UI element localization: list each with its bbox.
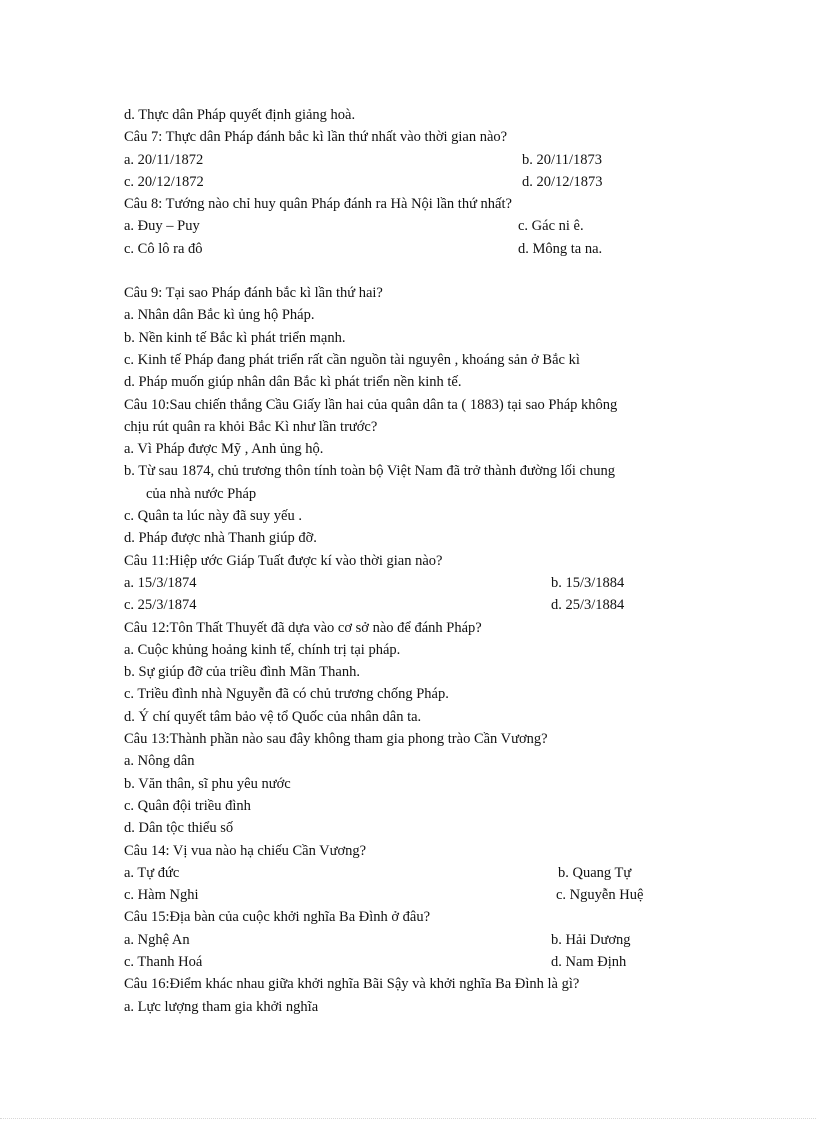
- question-12: [124, 617, 724, 639]
- option-d: d. 20/12/1873: [522, 173, 603, 190]
- options-row: [124, 238, 724, 260]
- question-text: Câu 10:Sau chiến thắng Cầu Giấy lần hai của quân dân ta ( 1883) tại sao Pháp không: [124, 396, 618, 413]
- option-b: b. Hải Dương: [551, 931, 631, 948]
- option-c: c. 20/12/1872: [124, 173, 204, 190]
- option-c: [124, 795, 724, 817]
- option-text: b. Nền kinh tế Bắc kì phát triển mạnh.: [124, 329, 346, 346]
- question-9: [124, 282, 724, 304]
- question-16: [124, 973, 724, 995]
- question-text: Câu 13:Thành phần nào sau đây không tham gia phong trào Cần Vương?: [124, 731, 548, 748]
- page-bottom-divider: [0, 1118, 816, 1119]
- option-c: c. 25/3/1874: [124, 597, 197, 614]
- question-text: Câu 8: Tướng nào chỉ huy quân Pháp đánh ra Hà Nội lần thứ nhất?: [124, 196, 512, 213]
- option-b: [124, 460, 724, 482]
- question-15: [124, 906, 724, 928]
- options-row: [124, 171, 724, 193]
- option-text: d. Pháp muốn giúp nhân dân Bắc kì phát triển nền kinh tế.: [124, 374, 462, 391]
- option-a: a. Nghệ An: [124, 931, 190, 948]
- options-row: [124, 862, 724, 884]
- option-d: c. Nguyễn Huệ: [556, 887, 644, 904]
- option-text: c. Quân ta lúc này đã suy yếu .: [124, 508, 302, 525]
- option-b: b. 20/11/1873: [522, 151, 603, 168]
- blank-line: [124, 260, 724, 282]
- options-row: [124, 951, 724, 973]
- option-d: [124, 527, 724, 549]
- option-text: c. Triều đình nhà Nguyễn đã có chủ trương chống Pháp.: [124, 686, 449, 703]
- option-a: [124, 639, 724, 661]
- question-text: Câu 7: Thực dân Pháp đánh bắc kì lần thứ nhất vào thời gian nào?: [124, 129, 508, 146]
- options-row: [124, 572, 724, 594]
- question-text: Câu 9: Tại sao Pháp đánh bắc kì lần thứ hai?: [124, 285, 383, 302]
- option-a: [124, 750, 724, 772]
- question-text: Câu 11:Hiệp ước Giáp Tuất được kí vào thời gian nào?: [124, 552, 443, 569]
- options-row: [124, 929, 724, 951]
- option-d: d. Nam Định: [551, 953, 627, 970]
- option-a: a. 15/3/1874: [124, 574, 197, 591]
- option-text: b. Văn thân, sĩ phu yêu nước: [124, 775, 291, 792]
- option-a: a. Tự đức: [124, 864, 180, 881]
- question-11: [124, 550, 724, 572]
- question-13: [124, 728, 724, 750]
- question-7: [124, 126, 724, 148]
- option-b: b. Quang Tự: [558, 864, 632, 881]
- option-b: c. Gác ni ê.: [518, 218, 584, 235]
- option-d: [124, 817, 724, 839]
- option-b: b. 15/3/1884: [551, 574, 625, 591]
- option-d: d. Mông ta na.: [518, 240, 603, 257]
- option-text: a. Lực lượng tham gia khởi nghĩa: [124, 998, 319, 1015]
- option-c: c. Hàm Nghi: [124, 887, 199, 904]
- document-content: [124, 104, 724, 1018]
- question-text: chịu rút quân ra khỏi Bắc Kì như lần trước?: [124, 418, 378, 435]
- question-text: Câu 12:Tôn Thất Thuyết đã dựa vào cơ sở nào để đánh Pháp?: [124, 619, 482, 636]
- option-text: của nhà nước Pháp: [146, 485, 257, 502]
- option-text: a. Nhân dân Bắc kì ủng hộ Pháp.: [124, 307, 315, 324]
- option-text: c. Quân đội triều đình: [124, 797, 251, 814]
- option-text: d. Ý chí quyết tâm bảo vệ tổ Quốc của nhân dân ta.: [124, 708, 422, 725]
- question-text: Câu 14: Vị vua nào hạ chiếu Cần Vương?: [124, 842, 367, 859]
- option-d: d. 25/3/1884: [551, 597, 625, 614]
- answer-text: d. Thực dân Pháp quyết định giảng hoà.: [124, 107, 356, 123]
- option-text: a. Cuộc khủng hoảng kinh tế, chính trị tại pháp.: [124, 641, 401, 658]
- question-text: Câu 15:Địa bàn của cuộc khởi nghĩa Ba Đình ở đâu?: [124, 909, 431, 926]
- option-b: [124, 773, 724, 795]
- option-a: [124, 438, 724, 460]
- question-8: [124, 193, 724, 215]
- option-text: c. Kinh tế Pháp đang phát triển rất cần nguồn tài nguyên , khoáng sản ở Bắc kì: [124, 351, 580, 368]
- options-row: [124, 215, 724, 237]
- option-text: d. Dân tộc thiểu số: [124, 820, 234, 837]
- option-c: c. Cô lô ra đô: [124, 240, 203, 257]
- option-a: a. Đuy – Puy: [124, 218, 200, 235]
- options-row: [124, 884, 724, 906]
- option-d: [124, 371, 724, 393]
- question-14: [124, 840, 724, 862]
- option-c: [124, 683, 724, 705]
- option-a: [124, 996, 724, 1018]
- question-10: [124, 394, 724, 416]
- option-b-continued: [124, 483, 724, 505]
- options-row: [124, 594, 724, 616]
- option-c: c. Thanh Hoá: [124, 953, 203, 970]
- option-text: b. Sự giúp đỡ của triều đình Mãn Thanh.: [124, 664, 360, 681]
- answer-line: [124, 104, 724, 126]
- option-b: [124, 661, 724, 683]
- question-text: Câu 16:Điểm khác nhau giữa khởi nghĩa Bãi Sậy và khởi nghĩa Ba Đình là gì?: [124, 976, 580, 993]
- options-row: [124, 149, 724, 171]
- option-c: [124, 349, 724, 371]
- option-text: d. Pháp được nhà Thanh giúp đỡ.: [124, 530, 317, 547]
- option-d: [124, 706, 724, 728]
- option-a: a. 20/11/1872: [124, 151, 204, 168]
- option-b: [124, 327, 724, 349]
- option-text: a. Nông dân: [124, 753, 195, 770]
- question-10-continued: [124, 416, 724, 438]
- option-a: [124, 304, 724, 326]
- option-text: b. Từ sau 1874, chủ trương thôn tính toàn bộ Việt Nam đã trở thành đường lối chung: [124, 463, 615, 480]
- option-c: [124, 505, 724, 527]
- option-text: a. Vì Pháp được Mỹ , Anh ủng hộ.: [124, 441, 324, 458]
